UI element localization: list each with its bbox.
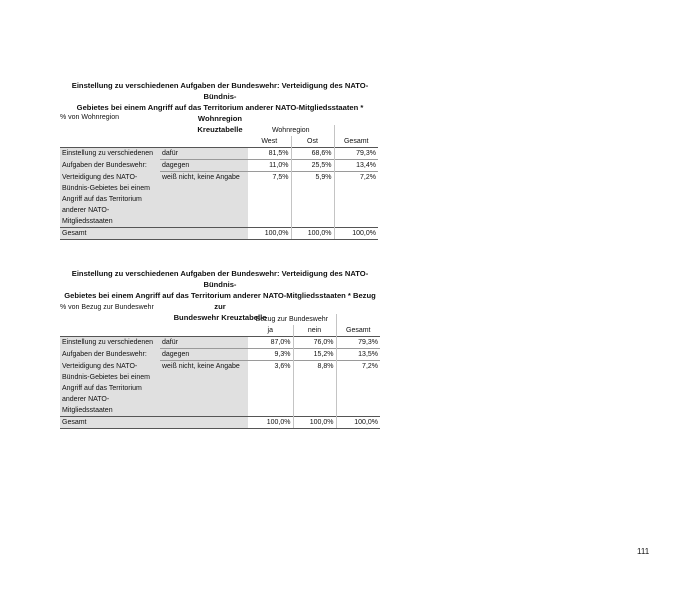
col-header: ja — [267, 327, 273, 334]
cell-value: 68,6% — [291, 148, 334, 160]
cell-value: 100,0% — [248, 417, 293, 429]
column-header-row — [60, 136, 378, 148]
cell-value: 100,0% — [248, 228, 291, 240]
table-row — [60, 160, 378, 172]
table-subtitle: % von Wohnregion — [60, 114, 120, 121]
table-subtitle: % von Bezug zur Bundeswehr — [60, 304, 154, 311]
category-label: dafür — [160, 337, 248, 349]
category-label: dafür — [160, 148, 248, 160]
group-header-row — [60, 125, 378, 136]
cell-value: 87,0% — [248, 337, 293, 349]
total-row — [60, 417, 380, 429]
cell-value: 100,0% — [334, 228, 378, 240]
col-header: West — [261, 138, 278, 145]
total-header: Gesamt — [334, 136, 378, 148]
row-label-line: Aufgaben der Bundeswehr: — [60, 160, 160, 172]
row-label-line: anderer NATO- — [60, 394, 160, 405]
cell-value: 3,6% — [248, 361, 293, 373]
cell-value: 100,0% — [336, 417, 380, 429]
table-row — [60, 361, 380, 373]
category-label: weiß nicht, keine Angabe — [160, 172, 248, 184]
table-title: Einstellung zu verschiedenen Aufgaben der Bundeswehr: Verteidigung des NATO-Bündnis- Gebietes bei einem Angriff auf das Territorium anderer NATO-Mitgliedsstaaten * Bezug zur Bundeswehr Kreuztabelle — [64, 269, 376, 322]
cell-value: 79,3% — [336, 337, 380, 349]
cell-value: 7,2% — [336, 361, 380, 373]
row-label-line: Verteidigung des NATO- — [60, 172, 160, 184]
category-label: dagegen — [160, 349, 248, 361]
cell-value: 9,3% — [248, 349, 293, 361]
cell-value: 25,5% — [291, 160, 334, 172]
cell-value: 5,9% — [291, 172, 334, 184]
row-label-line: anderer NATO- — [60, 205, 160, 216]
row-label-line: Angriff auf das Territorium — [60, 383, 160, 394]
cell-value: 13,5% — [336, 349, 380, 361]
cell-value: 7,2% — [334, 172, 378, 184]
row-label-line: Verteidigung des NATO- — [60, 361, 160, 373]
cell-value: 13,4% — [334, 160, 378, 172]
row-label-line: Aufgaben der Bundeswehr: — [60, 349, 160, 361]
col-header: Ost — [291, 136, 334, 148]
cell-value: 100,0% — [293, 417, 336, 429]
table-row — [60, 148, 378, 160]
table-title: Einstellung zu verschiedenen Aufgaben der Bundeswehr: Verteidigung des NATO-Bündnis- Gebietes bei einem Angriff auf das Territorium anderer NATO-Mitgliedsstaaten * Wohnregion Kreuztabelle — [71, 81, 369, 134]
category-label: dagegen — [160, 160, 248, 172]
cell-value: 79,3% — [334, 148, 378, 160]
row-label-line: Angriff auf das Territorium — [60, 194, 160, 205]
group-header-row — [60, 314, 380, 325]
column-header-row — [60, 325, 380, 337]
cell-value: 11,0% — [248, 160, 291, 172]
crosstab-bezug-bundeswehr — [60, 268, 390, 433]
total-label: Gesamt — [60, 228, 160, 240]
page-number: 111 — [637, 547, 650, 556]
cell-value: 8,8% — [293, 361, 336, 373]
table-row — [60, 349, 380, 361]
cell-value: 81,5% — [248, 148, 291, 160]
table-row — [60, 337, 380, 349]
total-label: Gesamt — [60, 417, 160, 429]
crosstab-table — [60, 125, 378, 240]
total-header: Gesamt — [336, 325, 380, 337]
crosstab-table — [60, 314, 380, 429]
crosstab-wohnregion — [60, 80, 390, 245]
group-header: Bezug zur Bundeswehr — [255, 316, 328, 323]
group-header: Wohnregion — [271, 127, 310, 134]
cell-value: 76,0% — [293, 337, 336, 349]
row-label-line: Bündnis-Gebietes bei einem — [60, 372, 160, 383]
cell-value: 100,0% — [291, 228, 334, 240]
row-label-line: Bündnis-Gebietes bei einem — [60, 183, 160, 194]
row-label-line: Mitgliedsstaaten — [60, 405, 160, 417]
row-label-line: Einstellung zu verschiedenen — [60, 337, 160, 349]
row-label-line: Mitgliedsstaaten — [60, 216, 160, 228]
row-label-line: Einstellung zu verschiedenen — [60, 148, 160, 160]
cell-value: 7,5% — [248, 172, 291, 184]
category-label: weiß nicht, keine Angabe — [160, 361, 248, 373]
col-header: nein — [293, 325, 336, 337]
total-row — [60, 228, 378, 240]
cell-value: 15,2% — [293, 349, 336, 361]
table-row — [60, 172, 378, 184]
